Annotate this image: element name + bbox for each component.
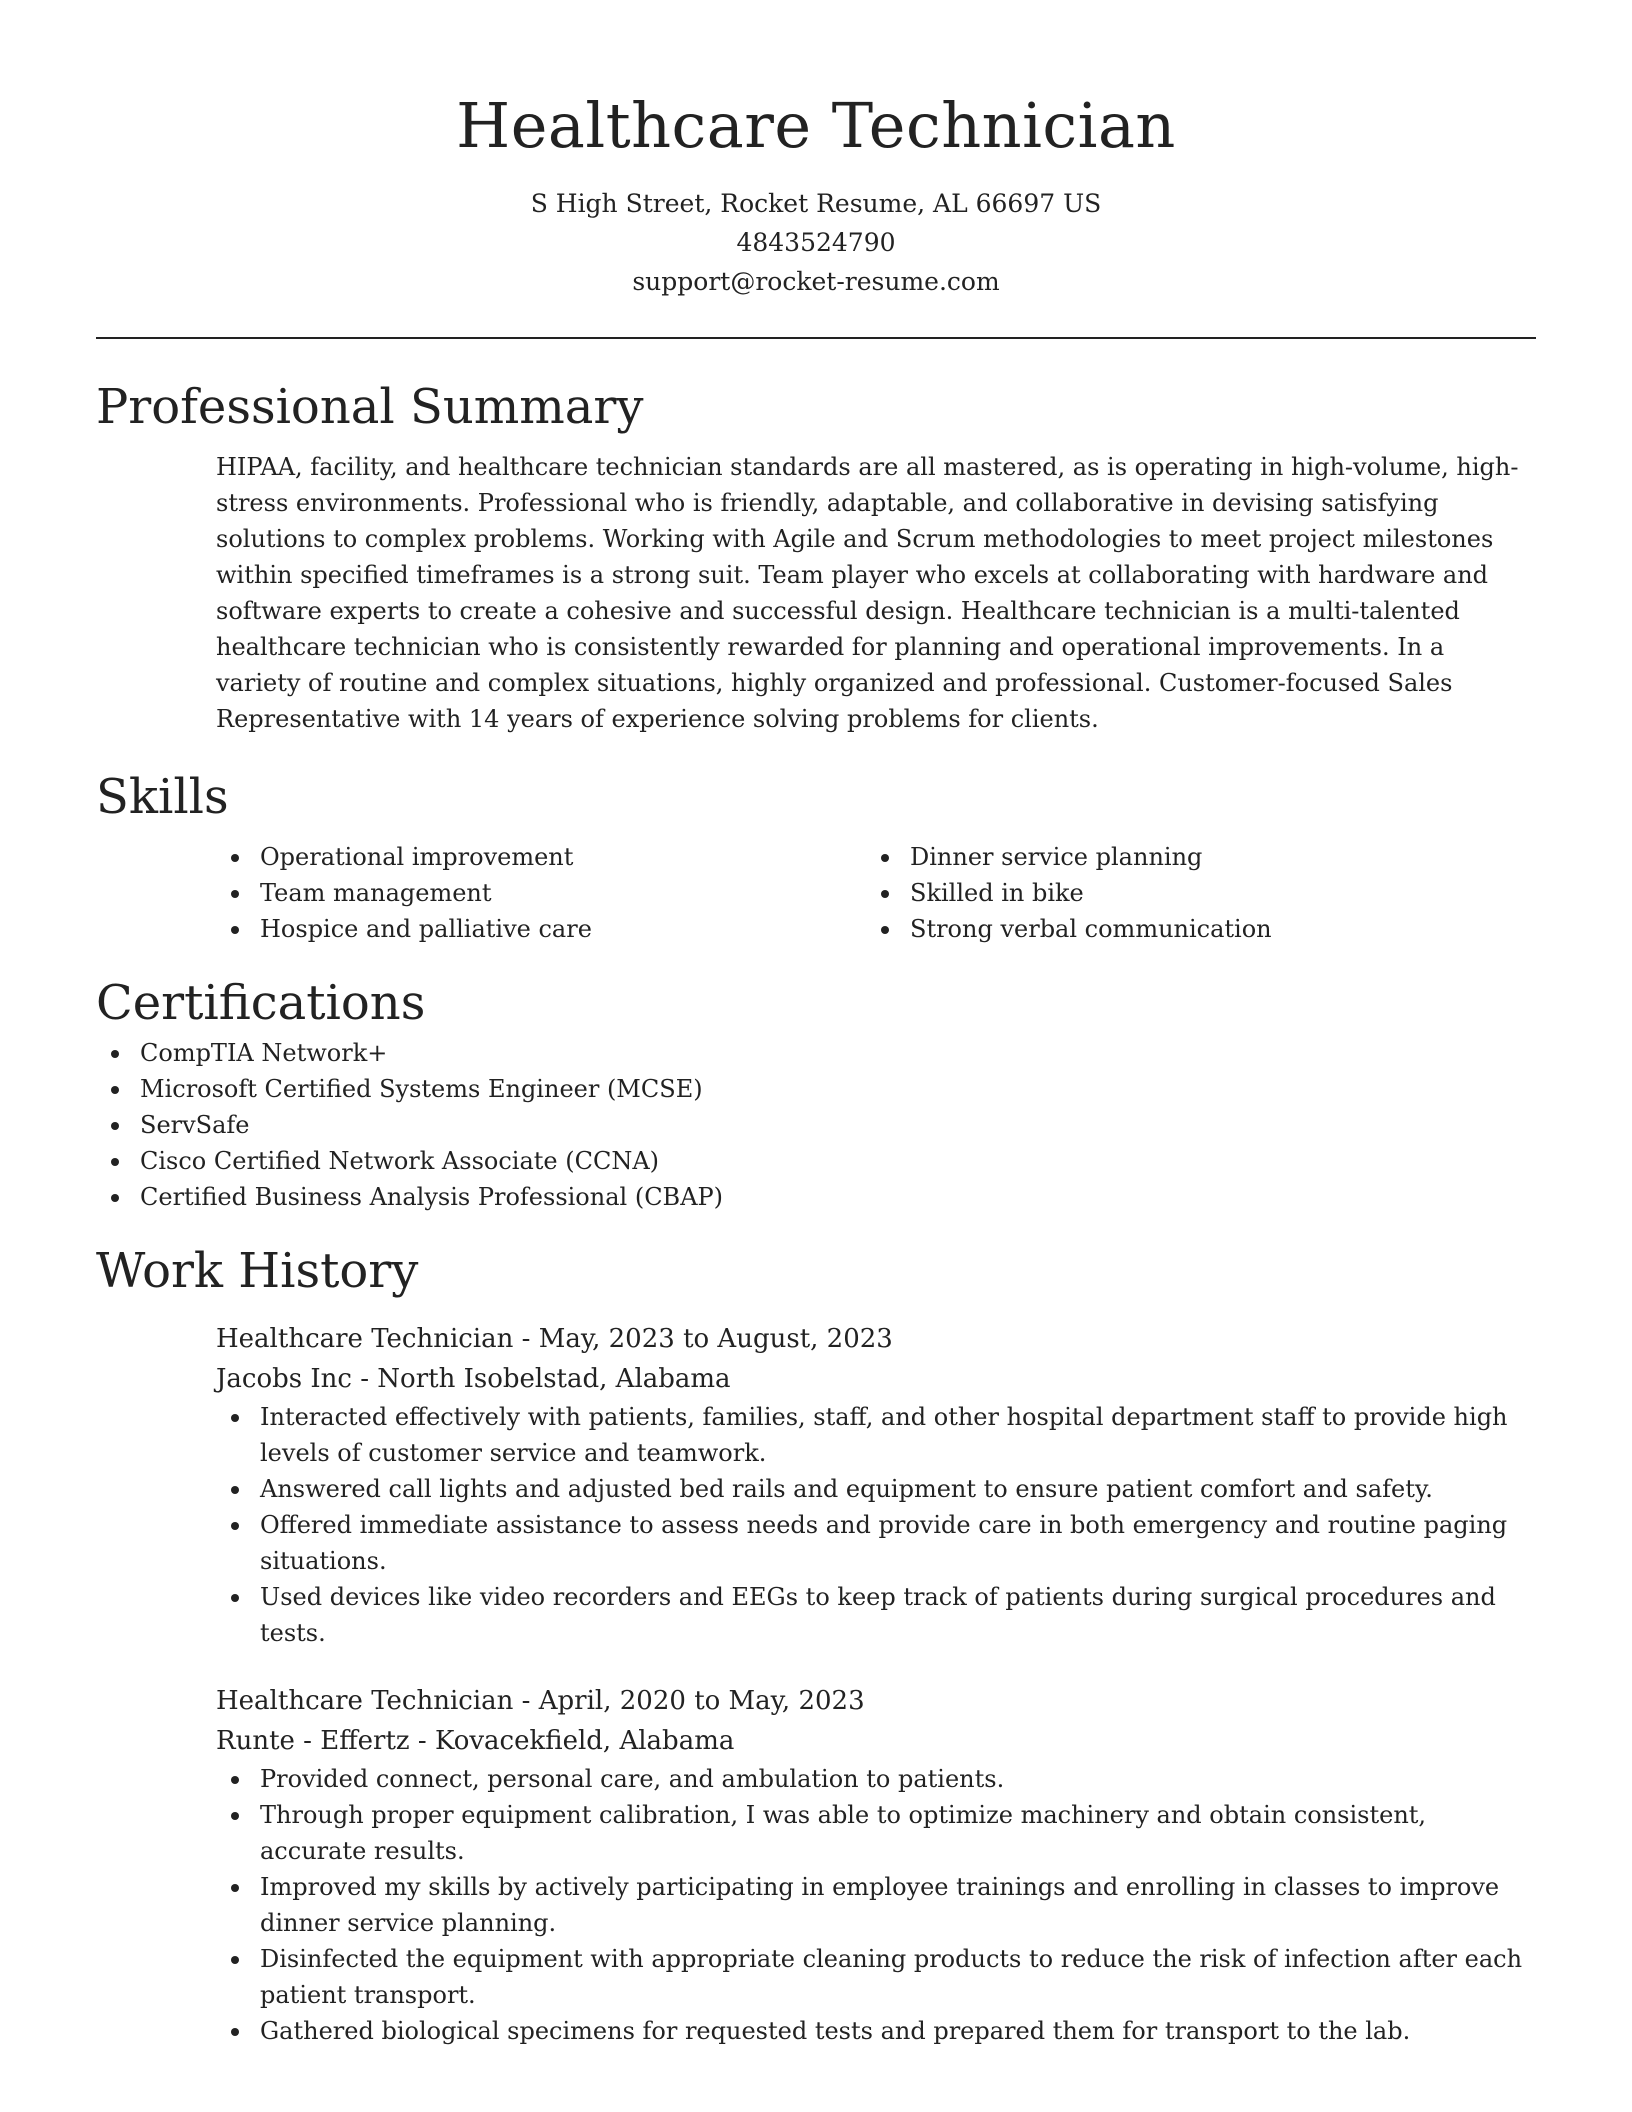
summary-heading: Professional Summary [96,379,644,435]
job-bullets [216,1761,1536,2049]
skills-heading: Skills [96,769,229,825]
summary-section [96,375,1536,737]
job-bullet: Improved my skills by actively participating in employee trainings and enrolling in classes to improve dinner service planning. [216,1869,1536,1941]
work-history-section [96,1239,1536,2049]
skills-column-left [216,839,866,947]
job-bullets [216,1399,1536,1651]
certifications-heading: Certifications [96,975,426,1031]
work-history-heading: Work History [96,1243,419,1299]
job-bullet: Offered immediate assistance to assess needs and provide care in both emergency and routine paging situations. [216,1507,1536,1579]
address-line: S High Street, Rocket Resume, AL 66697 US [530,189,1102,218]
header-divider [96,337,1536,339]
skills-column-right [866,839,1516,947]
certification-item: Certified Business Analysis Professional (CBAP) [96,1179,1536,1215]
job-location: North Isobelstad, Alabama [377,1364,731,1394]
email-line: support@rocket-resume.com [632,267,1000,296]
summary-text: HIPAA, facility, and healthcare technician standards are all mastered, as is operating in high-volume, high-stress environments. Professional who is friendly, adaptable, and collaborative in devising satisfying solutions to complex problems. Working with Agile and Scrum methodologies to meet project milestones within specified timeframes is a strong suit. Team player who excels at collaborating with hardware and software experts to create a cohesive and successful design. Healthcare technician is a multi-talented healthcare technician who is consistently rewarded for planning and operational improvements. In a variety of routine and complex situations, highly organized and professional. Customer-focused Sales Representative with 14 years of experience solving problems for clients. [216,453,1519,733]
contact-block [96,184,1536,301]
skill-item: Team management [216,875,866,911]
phone-line: 4843524790 [736,228,896,257]
job-entry [216,1319,1536,1651]
job-bullet: Answered call lights and adjusted bed rails and equipment to ensure patient comfort and safety. [216,1471,1536,1507]
job-bullet: Provided connect, personal care, and ambulation to patients. [216,1761,1536,1797]
job-dates: May, 2023 to August, 2023 [538,1324,893,1354]
job-dates: April, 2020 to May, 2023 [538,1686,865,1716]
job-company: Runte - Effertz [216,1726,410,1756]
job-location: Kovacekfield, Alabama [434,1726,735,1756]
skills-grid [216,839,1536,947]
resume-name: Healthcare Technician [456,89,1176,162]
certification-item: Cisco Certified Network Associate (CCNA) [96,1143,1536,1179]
skills-section [96,765,1536,947]
skill-item: Hospice and palliative care [216,911,866,947]
skill-item: Strong verbal communication [866,911,1516,947]
job-company-line: Runte - Effertz - Kovacekfield, Alabama [216,1726,735,1756]
job-bullet: Interacted effectively with patients, families, staff, and other hospital department staff to provide high levels of customer service and teamwork. [216,1399,1536,1471]
certifications-list [96,1035,1536,1215]
certification-item: Microsoft Certified Systems Engineer (MCSE) [96,1071,1536,1107]
job-title-line: Healthcare Technician - May, 2023 to August, 2023 [216,1324,893,1354]
job-title: Healthcare Technician [216,1686,514,1716]
job-bullet: Gathered biological specimens for requested tests and prepared them for transport to the lab. [216,2013,1536,2049]
job-company-line: Jacobs Inc - North Isobelstad, Alabama [216,1364,731,1394]
skill-item: Dinner service planning [866,839,1516,875]
job-bullet: Through proper equipment calibration, I was able to optimize machinery and obtain consistent, accurate results. [216,1797,1536,1869]
skill-item: Skilled in bike [866,875,1516,911]
certification-item: ServSafe [96,1107,1536,1143]
job-company: Jacobs Inc [216,1364,352,1394]
job-bullet: Disinfected the equipment with appropriate cleaning products to reduce the risk of infection after each patient transport. [216,1941,1536,2013]
job-bullet: Used devices like video recorders and EEGs to keep track of patients during surgical procedures and tests. [216,1579,1536,1651]
job-title: Healthcare Technician [216,1324,514,1354]
skill-item: Operational improvement [216,839,866,875]
certification-item: CompTIA Network+ [96,1035,1536,1071]
job-title-line: Healthcare Technician - April, 2020 to May, 2023 [216,1686,865,1716]
job-entry [216,1681,1536,2049]
certifications-section [96,971,1536,1215]
